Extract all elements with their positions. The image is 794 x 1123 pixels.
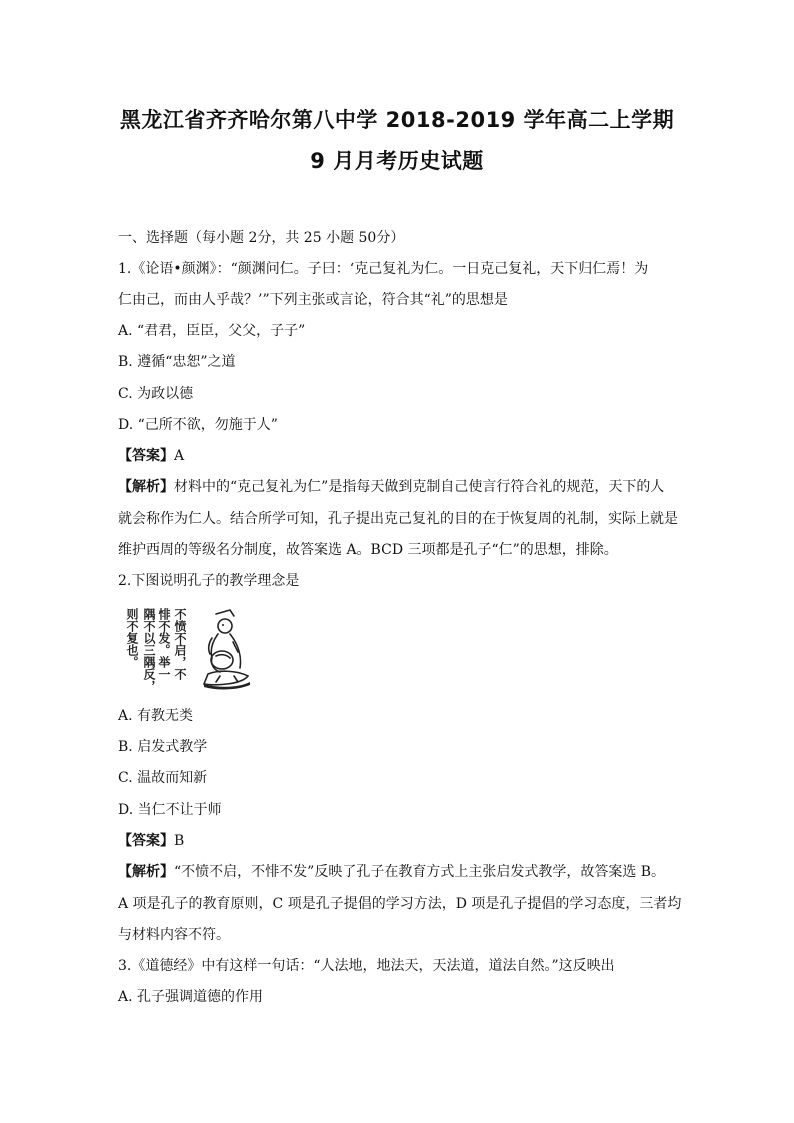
confucius-illustration (118, 604, 278, 696)
analysis-label: 【解析】 (118, 864, 174, 880)
q1-option-a: A. “君君，臣臣，父父，子子” (118, 323, 306, 339)
exam-title-line2: 9 月月考历史试题 (310, 149, 484, 173)
answer-label: 【答案】 (118, 833, 174, 849)
q2-answer (118, 831, 688, 851)
q1-answer (118, 446, 688, 466)
q1-analysis-line2: 就会称作为仁人。结合所学可知，孔子提出克己复礼的目的在于恢复周的礼制，实际上就是 (118, 511, 678, 527)
q2-option-a: A. 有教无类 (118, 708, 194, 724)
figure-text-col3: 隅不以三隅反， (142, 608, 156, 692)
q2-option-d: D. 当仁不让于师 (118, 802, 222, 818)
q3-stem: 3.《道德经》中有这样一句话：“人法地，地法天，天法道，道法自然。”这反映出 (118, 958, 615, 974)
q1-analysis-line1 (118, 477, 688, 497)
q2-option-c: C. 温故而知新 (118, 770, 208, 786)
q1-analysis-line3: 维护西周的等级名分制度，故答案选 A。BCD 三项都是孔子“仁”的思想，排除。 (118, 542, 618, 558)
analysis-text: 材料中的“克己复礼为仁”是指每天做到克制自己使言行符合礼的规范，天下的人 (174, 479, 665, 495)
q1-option-c: C. 为政以德 (118, 386, 194, 402)
q2-analysis-line1 (118, 862, 688, 882)
q1-option-d: D. “己所不欲，勿施于人” (118, 417, 278, 433)
q2-option-b: B. 启发式教学 (118, 739, 208, 755)
q1-stem-line1: 1.《论语•颜渊》：“颜渊问仁。子曰：‘克己复礼为仁。一日克己复礼，天下归仁焉！为 (118, 261, 649, 277)
confucius-drawing-icon (118, 604, 278, 696)
exam-title-line1: 黑龙江省齐齐哈尔第八中学 2018-2019 学年高二上学期 (119, 108, 675, 132)
answer-value: A (174, 448, 185, 464)
q1-stem-line2: 仁由己，而由人乎哉？’”下列主张或言论，符合其“礼”的思想是 (118, 292, 508, 308)
analysis-label: 【解析】 (118, 479, 174, 495)
figure-text-col4: 则不复也。 (125, 608, 139, 668)
answer-value: B (174, 833, 185, 849)
analysis-text: “不愤不启，不悱不发”反映了孔子在教育方式上主张启发式教学，故答案选 B。 (174, 864, 666, 880)
q1-option-b: B. 遵循“忠恕”之道 (118, 354, 236, 370)
q2-analysis-line2: A 项是孔子的教育原则，C 项是孔子提倡的学习方法，D 项是孔子提倡的学习态度，三者均 (118, 896, 682, 912)
q2-stem: 2.下图说明孔子的教学理念是 (118, 573, 300, 589)
figure-text-col1: 不愤不启，不 (173, 608, 187, 680)
q3-option-a: A. 孔子强调道德的作用 (118, 989, 264, 1005)
q2-analysis-line3: 与材料内容不符。 (118, 927, 230, 943)
section-heading: 一、选择题（每小题 2分，共 25 小题 50分） (118, 230, 405, 246)
answer-label: 【答案】 (118, 448, 174, 464)
figure-text-col2: 悱不发。举一 (157, 608, 171, 680)
